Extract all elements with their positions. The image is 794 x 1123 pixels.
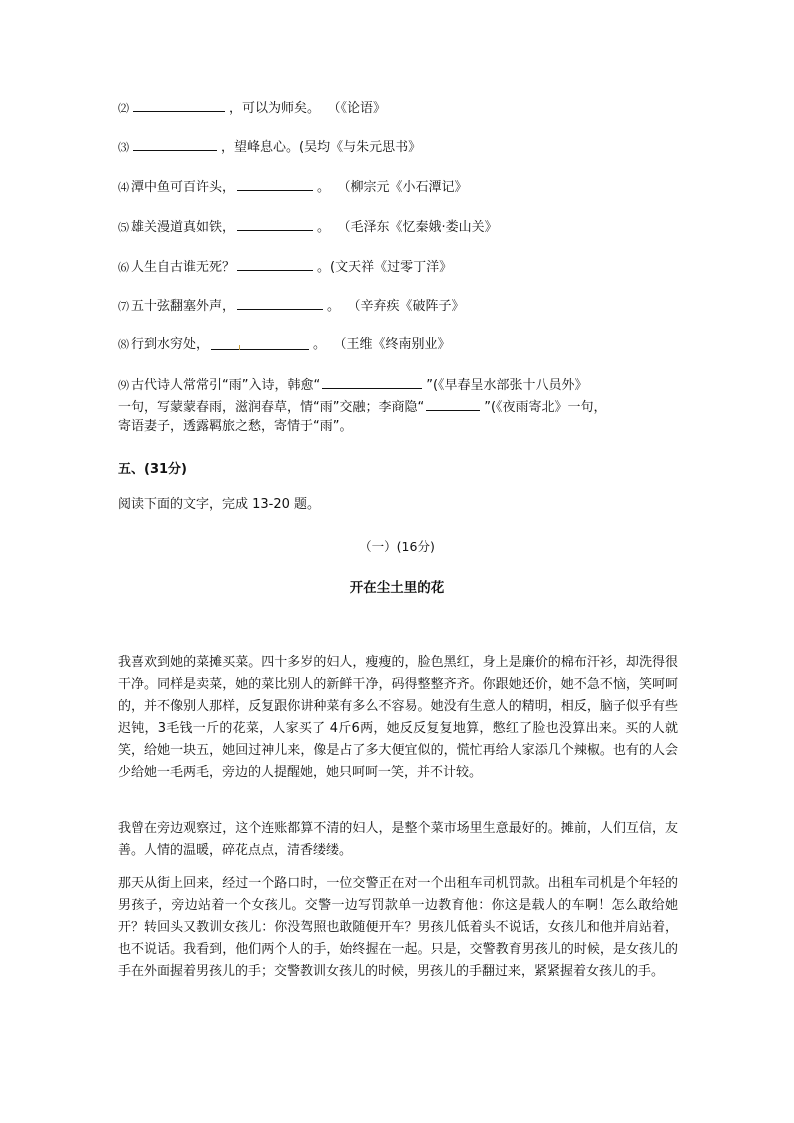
question-6	[118, 258, 452, 276]
question-number: ⑺	[118, 300, 129, 313]
question-text: 潭中鱼可百许头，	[131, 180, 236, 195]
question-9-line-2	[118, 398, 607, 416]
paragraph: 我曾在旁边观察过，这个连账都算不清的妇人，是整个菜市场里生意最好的。摊前，人们互信，友善。人情的温暖，碎花点点，清香缕缕。	[118, 821, 678, 858]
answer-blank[interactable]	[237, 178, 313, 191]
question-4	[118, 178, 468, 196]
question-source: ”(《早春呈水部张十八员外》	[426, 378, 588, 393]
question-number: ⑷	[118, 181, 129, 194]
question-number: ⑼	[118, 379, 129, 392]
question-5	[118, 218, 498, 236]
answer-blank[interactable]	[211, 337, 309, 350]
question-text: 人生自古谁无死？	[131, 260, 236, 275]
question-7	[118, 297, 465, 315]
question-number: ⑵	[118, 102, 129, 115]
answer-blank[interactable]	[237, 297, 323, 310]
question-text: 行到水穷处，	[131, 337, 210, 352]
answer-blank[interactable]	[133, 99, 225, 112]
question-2	[118, 99, 386, 117]
question-text: 五十弦翻塞外声，	[131, 299, 236, 314]
question-text: ，望峰息心。	[221, 140, 300, 155]
question-number: ⑸	[118, 221, 129, 234]
question-source: (吴均《与朱元思书》	[299, 140, 422, 155]
question-text: 一句，写蒙蒙春雨，滋润春草，情“雨”交融；李商隐“	[118, 400, 425, 415]
question-number: ⑶	[118, 141, 129, 154]
reading-instruction: 阅读下面的文字，完成 13-20 题。	[118, 497, 321, 512]
question-8	[118, 337, 451, 353]
question-punct: 。	[317, 220, 331, 235]
question-source: ”(《夜雨寄北》一句，	[484, 400, 607, 415]
question-punct: 。	[313, 337, 327, 352]
question-text: 雄关漫道真如铁，	[131, 220, 236, 235]
question-number: ⑹	[118, 261, 129, 274]
article-title: 开在尘土里的花	[349, 580, 445, 596]
question-punct: 。	[317, 180, 331, 195]
question-punct: 。	[327, 299, 341, 314]
answer-blank[interactable]	[322, 376, 422, 389]
question-source: （辛弃疾《破阵子》	[354, 299, 465, 314]
question-text: 古代诗人常常引“雨”入诗，韩愈“	[131, 378, 321, 393]
question-source: （毛泽东《忆秦娥·娄山关》	[344, 220, 498, 235]
question-3	[118, 138, 421, 156]
sub-heading: （一）(16分)	[359, 539, 435, 554]
question-source: （柳宗元《小石潭记》	[344, 180, 468, 195]
question-text: 寄语妻子，透露羁旅之愁，寄情于“雨”。	[118, 419, 353, 434]
answer-blank[interactable]	[237, 218, 313, 231]
question-source: (文天祥《过零丁洋》	[330, 260, 453, 275]
question-9-line-3	[118, 419, 352, 435]
ink-mark	[239, 345, 240, 350]
answer-blank[interactable]	[237, 258, 313, 271]
answer-blank[interactable]	[133, 138, 217, 151]
question-source: （《论语》	[334, 101, 387, 116]
section-heading: 五、(31分)	[118, 462, 187, 477]
question-9-line-1	[118, 376, 588, 394]
question-number: ⑻	[118, 338, 129, 351]
question-text: ，可以为师矣。	[229, 101, 321, 116]
question-punct: 。	[317, 260, 331, 275]
paragraph: 那天从街上回来，经过一个路口时，一位交警正在对一个出租车司机罚款。出租车司机是个年轻的男孩子，旁边站着一个女孩儿。交警一边写罚款单一边教育他：你这是载人的车啊！怎么敢给她开？转回头又教训女孩儿：你没驾照也敢随便开车？男孩儿低着头不说话，女孩儿和他并肩站着，也不说话。我看到，他们两个人的手，始终握在一起。只是，交警教育男孩儿的时候，是女孩儿的手在外面握着男孩儿的手；交警教训女孩儿的时候，男孩儿的手翻过来，紧紧握着女孩儿的手。	[118, 876, 678, 979]
question-source: （王维《终南别业》	[340, 337, 451, 352]
paragraph: 我喜欢到她的菜摊买菜。四十多岁的妇人，瘦瘦的，脸色黑红，身上是廉价的棉布汗衫，却洗得很干净。同样是卖菜，她的菜比别人的新鲜干净，码得整整齐齐。你跟她还价，她不急不恼，笑呵呵的，并不像别人那样，反复跟你讲种菜有多么不容易。她没有生意人的精明，相反，脑子似乎有些迟钝，3毛钱一斤的花菜，人家买了 4斤6两，她反反复复地算，憋红了脸也没算出来。买的人就笑，给她一块五，她回过神儿来，像是占了多大便宜似的，慌忙再给人家添几个辣椒。也有的人会少给她一毛两毛，旁边的人提醒她，她只呵呵一笑，并不计较。	[118, 655, 678, 780]
answer-blank[interactable]	[426, 398, 480, 411]
